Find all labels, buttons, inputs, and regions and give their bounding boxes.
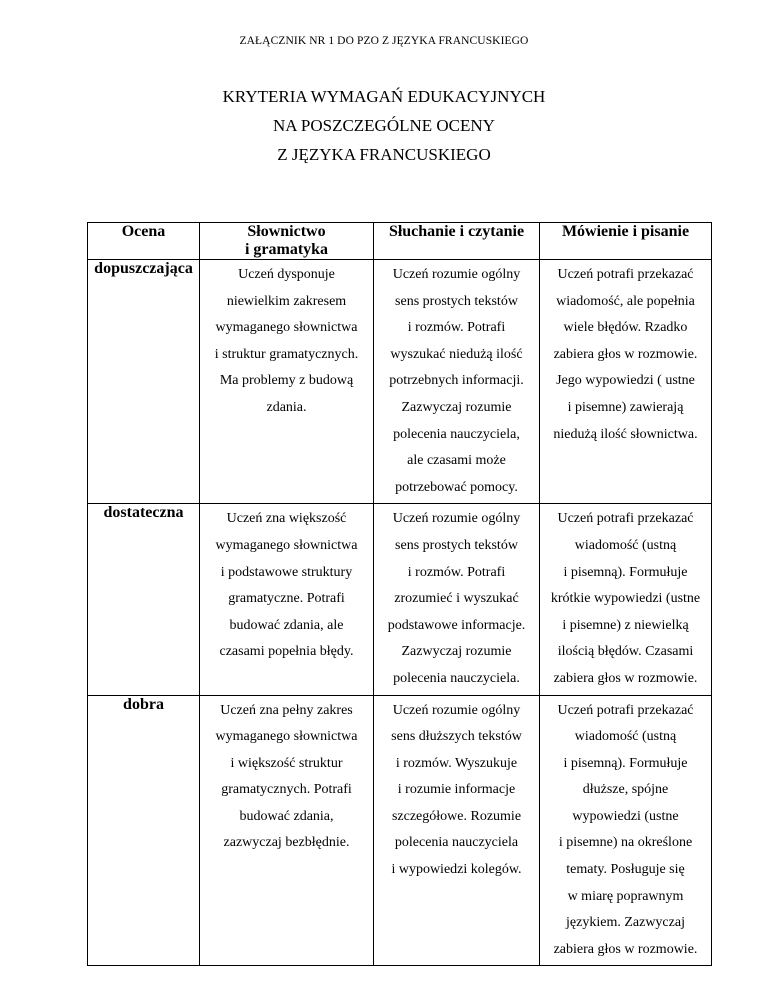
cell-text-line: dłuższe, spójne (582, 782, 669, 798)
cell-text-line: wiadomość, ale popełnia (556, 293, 695, 309)
cell-text-line: w miarę poprawnym (567, 888, 684, 904)
cell-text-line: wymaganego słownictwa (215, 320, 358, 336)
cell-text-line: sens dłuższych tekstów (391, 729, 522, 745)
cell-text-line: potrzebnych informacji. (389, 373, 524, 389)
cell-text-line: niedużą ilość słownictwa. (553, 426, 698, 442)
cell-text-line: Zazwyczaj rozumie (401, 399, 512, 415)
cell-text-line: Uczeń rozumie ogólny (392, 267, 521, 282)
cell-text-line: budować zdania, (239, 808, 334, 824)
cell-text-line: Zazwyczaj rozumie (401, 644, 512, 660)
cell-text-line: i pisemną). Formułuje (563, 755, 688, 771)
cell-text-line: i rozmów. Potrafi (407, 320, 506, 336)
cell-text-line: zabiera głos w rozmowie. (553, 670, 698, 686)
title-line: NA POSZCZEGÓLNE OCENY (273, 116, 495, 135)
header-vocab-line: Słownictwo (247, 223, 326, 240)
cell-text-line: czasami popełnia błędy. (219, 644, 354, 660)
cell-text-line: zrozumieć i wyszukać (394, 591, 519, 607)
vocab-cell (200, 504, 374, 695)
cell-text-line: i wypowiedzi kolegów. (391, 862, 522, 878)
cell-text-line: i rozmów. Potrafi (407, 564, 506, 580)
listening-cell (374, 260, 540, 504)
table-row (88, 260, 712, 504)
criteria-table (87, 222, 712, 966)
vocab-cell (200, 695, 374, 966)
cell-text-line: Uczeń zna pełny zakres (220, 702, 353, 718)
cell-text-line: sens prostych tekstów (395, 537, 518, 553)
cell-text-line: i pisemne) zawierają (567, 399, 684, 415)
cell-text-line: Uczeń zna większość (226, 511, 347, 527)
cell-text-line: krótkie wypowiedzi (ustne (550, 591, 701, 607)
cell-text-line: i pisemne) na określone (558, 835, 693, 851)
cell-text-line: budować zdania, ale (229, 617, 344, 633)
speaking-cell (540, 695, 712, 966)
header-vocab-line: i gramatyka (244, 241, 329, 258)
cell-text-line: Uczeń potrafi przekazać (557, 511, 694, 527)
document-title (0, 82, 768, 169)
cell-text-line: zabiera głos w rozmowie. (553, 346, 698, 362)
cell-text-line: gramatycznych. Potrafi (221, 782, 352, 798)
cell-text-line: i struktur gramatycznych. (214, 346, 359, 362)
cell-text-line: polecenia nauczyciela, (393, 426, 520, 442)
cell-text-line: zazwyczaj bezbłędnie. (223, 835, 350, 851)
title-line: KRYTERIA WYMAGAŃ EDUKACYJNYCH (222, 87, 546, 106)
cell-text-line: szczegółowe. Rozumie (391, 808, 522, 824)
cell-text-line: wiadomość (ustną (574, 729, 677, 745)
cell-text-line: wymaganego słownictwa (215, 537, 358, 553)
speaking-cell (540, 504, 712, 695)
table-row (88, 695, 712, 966)
grade-cell: dostateczna (88, 504, 200, 695)
listening-cell (374, 695, 540, 966)
table-row (88, 504, 712, 695)
cell-text-line: i pisemną). Formułuje (563, 564, 688, 580)
cell-text-line: zdania. (266, 399, 307, 415)
cell-text-line: ale czasami może (407, 453, 506, 469)
cell-text-line: Ma problemy z budową (219, 373, 354, 389)
cell-text-line: i rozumie informacje (397, 782, 516, 798)
cell-text-line: polecenia nauczyciela. (393, 670, 520, 686)
cell-text-line: zabiera głos w rozmowie. (553, 941, 698, 957)
cell-text-line: Uczeń potrafi przekazać (557, 267, 694, 282)
cell-text-line: wiele błędów. Rzadko (563, 320, 688, 336)
cell-text-line: wyszukać niedużą ilość (390, 346, 523, 362)
grade-cell: dopuszczająca (88, 260, 200, 504)
grade-cell: dobra (88, 695, 200, 966)
cell-text-line: i pisemne) z niewielką (562, 617, 689, 633)
cell-text-line: i większość struktur (230, 755, 343, 771)
cell-text-line: wymaganego słownictwa (215, 729, 358, 745)
header-grade: Ocena (88, 223, 200, 260)
cell-text-line: niewielkim zakresem (226, 293, 347, 309)
cell-text-line: potrzebować pomocy. (395, 479, 518, 495)
cell-text-line: i rozmów. Wyszukuje (395, 755, 518, 771)
table-header-row (88, 223, 712, 260)
cell-text-line: Uczeń rozumie ogólny (392, 702, 521, 718)
header-vocab (200, 223, 374, 260)
vocab-cell (200, 260, 374, 504)
header-speaking: Mówienie i pisanie (540, 223, 712, 260)
cell-text-line: Uczeń potrafi przekazać (557, 702, 694, 718)
cell-text-line: ilością błędów. Czasami (557, 644, 694, 660)
cell-text-line: gramatyczne. Potrafi (228, 591, 345, 607)
speaking-cell (540, 260, 712, 504)
title-line: Z JĘZYKA FRANCUSKIEGO (277, 145, 491, 164)
cell-text-line: językiem. Zazwyczaj (566, 915, 685, 931)
cell-text-line: i podstawowe struktury (220, 564, 353, 580)
cell-text-line: Jego wypowiedzi ( ustne (556, 373, 695, 389)
header-listening: Słuchanie i czytanie (374, 223, 540, 260)
cell-text-line: Uczeń dysponuje (238, 267, 335, 282)
document-header: ZAŁĄCZNIK NR 1 DO PZO Z JĘZYKA FRANCUSKIEGO (239, 35, 529, 47)
cell-text-line: Uczeń rozumie ogólny (392, 511, 521, 527)
listening-cell (374, 504, 540, 695)
cell-text-line: polecenia nauczyciela (394, 835, 519, 851)
cell-text-line: sens prostych tekstów (395, 293, 518, 309)
cell-text-line: wiadomość (ustną (574, 537, 677, 553)
cell-text-line: podstawowe informacje. (387, 617, 526, 633)
cell-text-line: wypowiedzi (ustne (572, 808, 679, 824)
cell-text-line: tematy. Posługuje się (566, 862, 685, 878)
